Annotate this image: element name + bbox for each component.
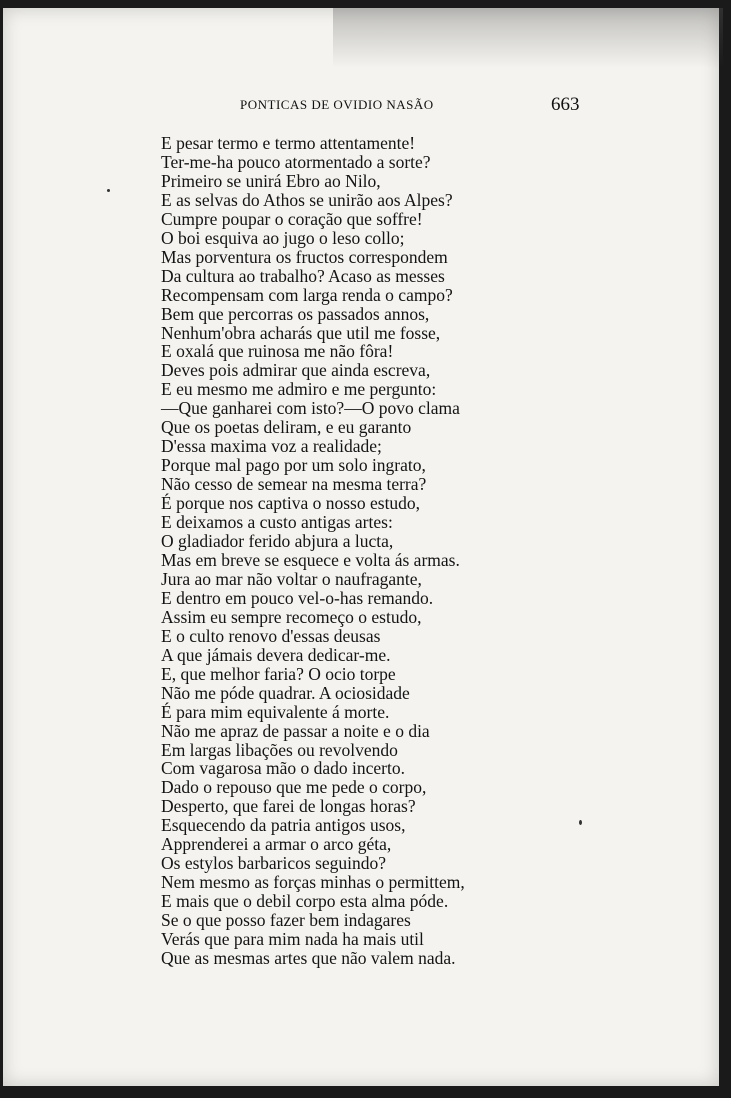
poem-line: —Que ganharei com isto?—O povo clama [161,398,460,419]
running-title: PONTICAS DE OVIDIO NASÃO [240,97,434,112]
poem-line: É para mim equivalente á morte. [161,701,390,722]
poem-line: Verás que para mim nada ha mais util [161,929,424,950]
poem-line: E mais que o debil corpo esta alma póde. [161,891,449,912]
poem-line: Se o que posso fazer bem indagares [161,910,411,931]
poem-line: E pesar termo e termo attentamente! [161,133,416,153]
poem-line: E oxalá que ruinosa me não fôra! [161,341,394,362]
scan-speck [579,820,582,825]
poem-line: E eu mesmo me admiro e me pergunto: [161,379,437,400]
poem-line: Ter-me-ha pouco atormentado a sorte? [161,151,431,172]
poem-line: Cumpre poupar o coração que soffre! [161,208,423,229]
poem-line: Bem que percorras os passados annos, [161,303,430,324]
poem-line: Desperto, que farei de longas horas? [161,796,416,817]
poem-line: Porque mal pago por um solo ingrato, [161,455,426,476]
poem-line: Mas em breve se esquece e volta ás armas. [161,549,460,570]
book-page [3,8,719,1086]
poem-line: Apprenderei a armar o arco géta, [161,834,392,855]
poem-line: D'essa maxima voz a realidade; [161,436,382,457]
poem-line: Nenhum'obra acharás que util me fosse, [161,322,441,343]
page-number: 663 [551,94,580,115]
poem-line: Nem mesmo as forças minhas o permittem, [161,872,465,893]
poem-line: Dado o repouso que me pede o corpo, [161,777,427,798]
poem-line: E, que melhor faria? O ocio torpe [161,663,396,684]
poem-line: Esquecendo da patria antigos usos, [161,815,406,836]
poem-line: Recompensam com larga renda o campo? [161,284,453,305]
poem-line: E o culto renovo d'essas deusas [161,625,381,646]
poem-line: Jura ao mar não voltar o naufragante, [161,568,422,589]
poem-line: O boi esquiva ao jugo o leso collo; [161,227,405,248]
poem-line: O gladiador ferido abjura a lucta, [161,531,394,552]
scan-shadow [333,8,723,68]
poem-text [161,134,491,968]
poem-line: Assim eu sempre recomeço o estudo, [161,606,422,627]
poem-line: Mas porventura os fructos correspondem [161,246,448,267]
poem-line: Em largas libações ou revolvendo [161,739,398,760]
poem-line: Não me póde quadrar. A ociosidade [161,682,410,703]
poem-line: E dentro em pouco vel-o-has remando. [161,587,434,608]
scan-speck [107,189,110,192]
poem-line: Que os poetas deliram, e eu garanto [161,417,412,438]
poem-line: É porque nos captiva o nosso estudo, [161,493,421,514]
poem-line: Da cultura ao trabalho? Acaso as messes [161,265,445,286]
poem-line: Não cesso de semear na mesma terra? [161,474,427,495]
poem-line: Não me apraz de passar a noite e o dia [161,720,430,741]
poem-line: E as selvas do Athos se unirão aos Alpes? [161,189,453,210]
poem-line: Os estylos barbaricos seguindo? [161,853,387,874]
poem-line: E deixamos a custo antigas artes: [161,512,393,533]
poem-line: A que jámais devera dedicar-me. [161,644,391,665]
poem-line: Com vagarosa mão o dado incerto. [161,758,405,779]
poem-line: Que as mesmas artes que não valem nada. [161,947,456,968]
poem-line: Deves pois admirar que ainda escreva, [161,360,431,381]
poem-line: Primeiro se unirá Ebro ao Nilo, [161,170,381,191]
